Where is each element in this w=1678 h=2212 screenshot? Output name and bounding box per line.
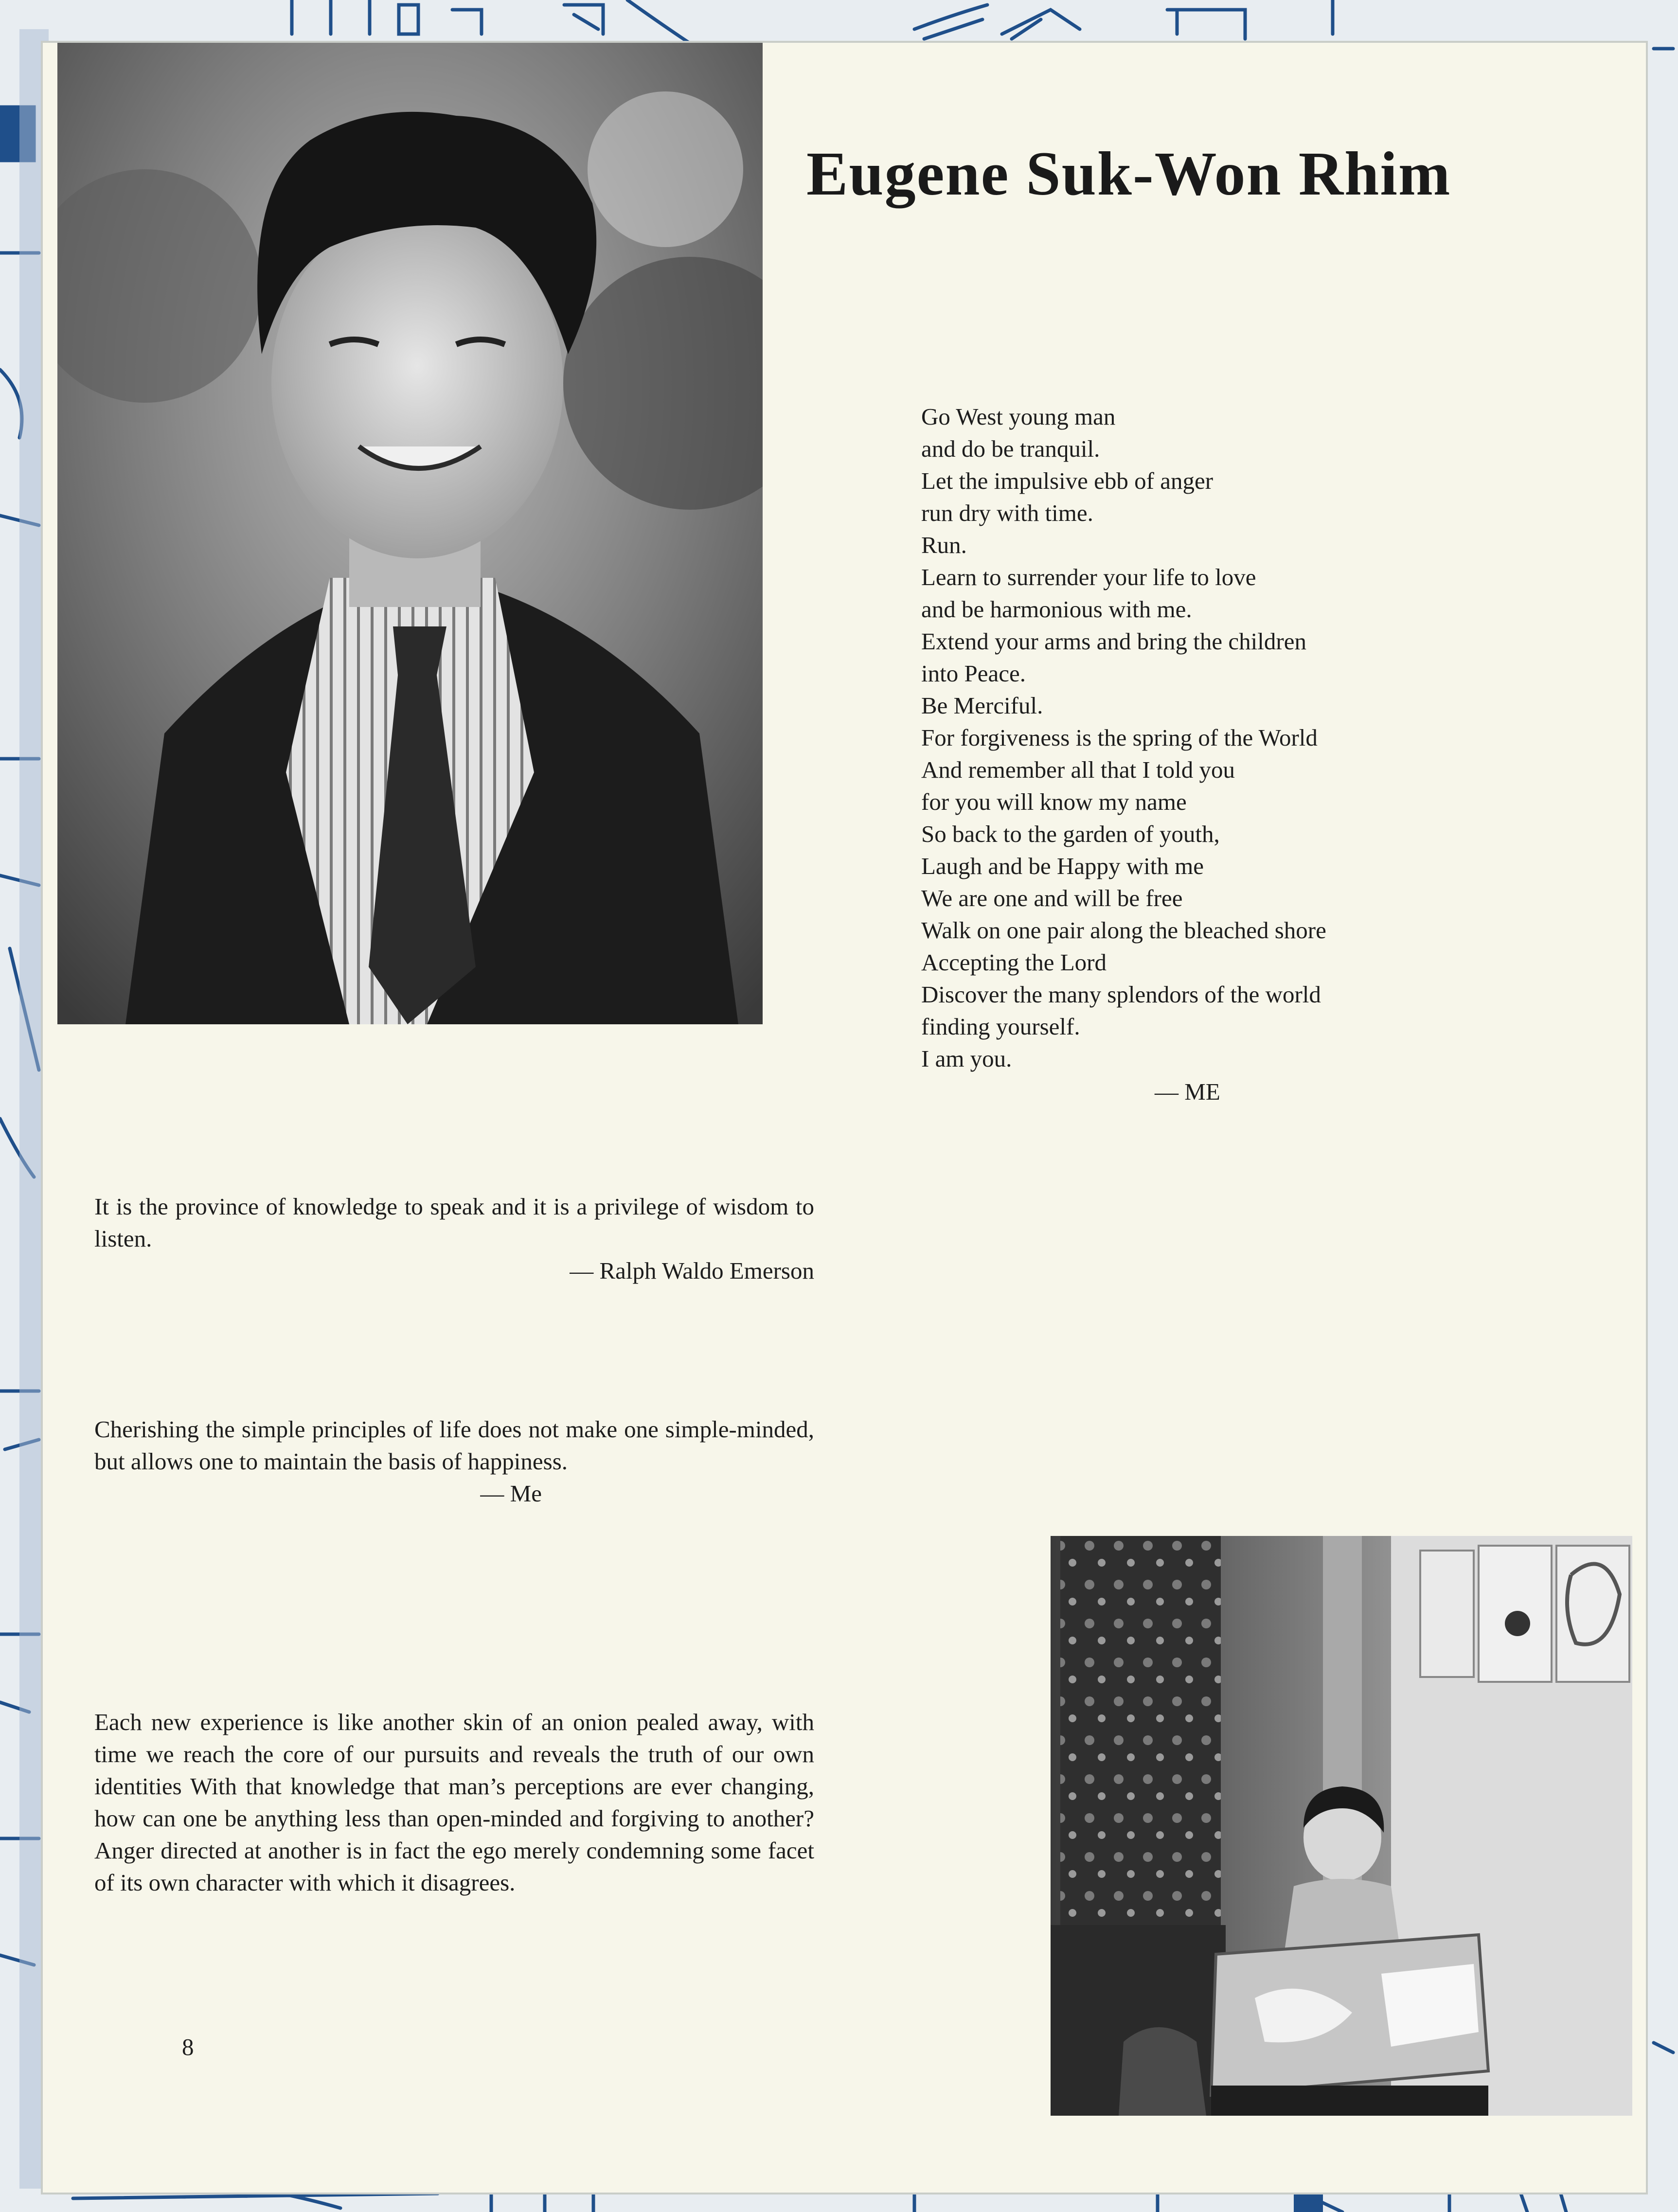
quote-emerson [94, 1191, 814, 1287]
poem-line: Let the impulsive ebb of anger [921, 467, 1214, 494]
yearbook-page [43, 43, 1646, 2193]
poem-line: I am you. [921, 1045, 1012, 1072]
quote-attribution: — Me [480, 1480, 542, 1507]
poem-line: run dry with time. [921, 499, 1093, 526]
poem-line: And remember all that I told you [921, 756, 1235, 783]
poem-line: for you will know my name [921, 788, 1187, 815]
poem-line: So back to the garden of youth, [921, 821, 1220, 847]
quote-attribution: — Ralph Waldo Emerson [570, 1257, 814, 1284]
poem-line: Learn to surrender your life to love [921, 564, 1256, 590]
quote-simple-principles [94, 1413, 814, 1510]
poem-line: finding yourself. [921, 1013, 1080, 1040]
page-number: 8 [182, 2034, 194, 2060]
poem-line: Run. [921, 532, 967, 558]
poem-line: For forgiveness is the spring of the World [921, 724, 1318, 751]
quote-text: Each new experience is like another skin of an onion pealed away, with time we reach the core of our pursuits and reveals the truth of our own identities With that knowledge that man’s perceptions are ever changing, how can one be anything less than open-minded and forgiving to another? Anger directed at another is in fact the ego merely condemning some facet of its own character with which it disagrees. [94, 1709, 814, 1896]
poem-line: Laugh and be Happy with me [921, 853, 1204, 879]
senior-portrait-photo [57, 43, 763, 1024]
poem-signature: — ME [1155, 1078, 1220, 1105]
poem-line: Extend your arms and bring the children [921, 628, 1306, 655]
quote-onion [94, 1706, 814, 1899]
page-title: Eugene Suk-Won Rhim [806, 139, 1451, 208]
childhood-photo [1051, 1536, 1632, 2116]
poem-line: Accepting the Lord [921, 949, 1107, 976]
poem-line: Be Merciful. [921, 692, 1043, 719]
poem-line: Discover the many splendors of the world [921, 981, 1321, 1008]
poem-line: and do be tranquil. [921, 435, 1100, 462]
poem-line: Walk on one pair along the bleached shore [921, 917, 1326, 944]
quote-text: Cherishing the simple principles of life does not make one simple-minded, but allows one to maintain the basis of happiness. [94, 1416, 814, 1475]
quote-text: It is the province of knowledge to speak and it is a privilege of wisdom to listen. [94, 1193, 814, 1252]
poem-line: We are one and will be free [921, 885, 1183, 911]
poem-line: Go West young man [921, 403, 1116, 430]
poem-line: and be harmonious with me. [921, 596, 1192, 623]
poem-line: into Peace. [921, 660, 1026, 687]
poem [921, 401, 1505, 1108]
